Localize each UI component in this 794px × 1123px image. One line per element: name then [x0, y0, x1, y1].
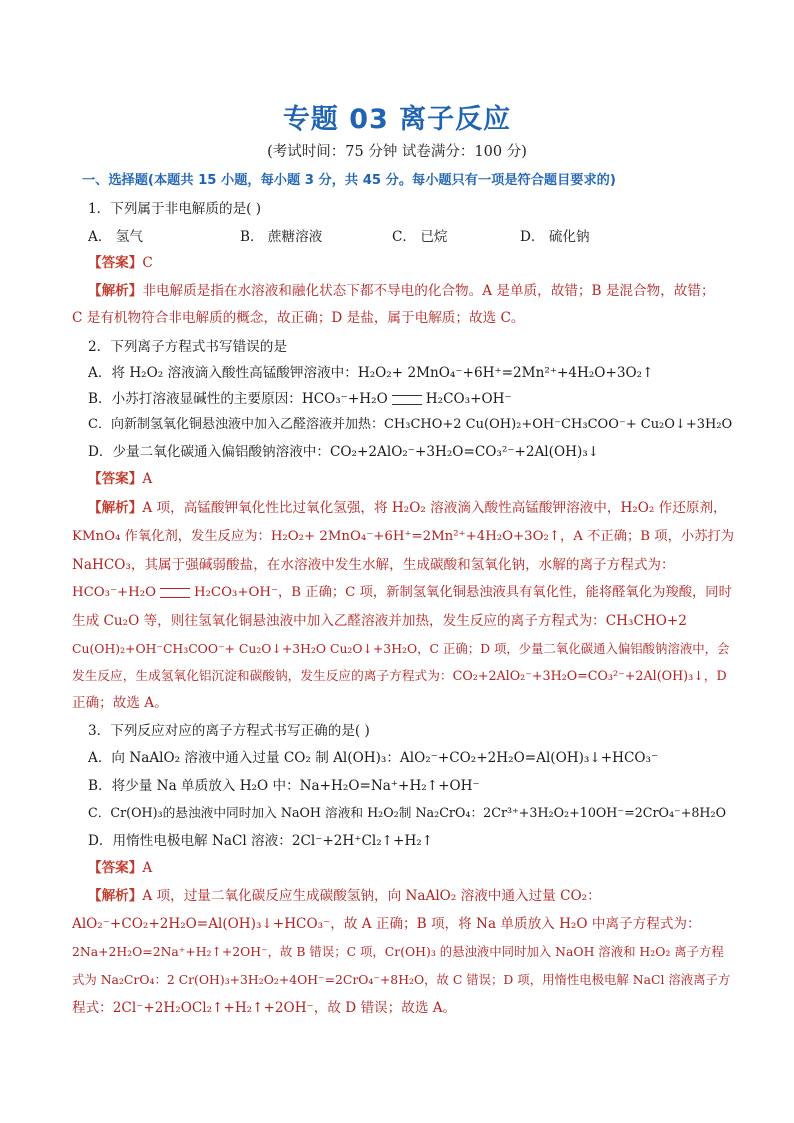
answer-value: A — [142, 860, 153, 876]
question-2-analysis-line: NaHCO₃，其属于强碱弱酸盐，在水溶液中发生水解，生成碳酸和氢氧化钠，水解的离子方程式为： — [72, 557, 675, 573]
question-1-options — [88, 227, 590, 247]
question-3-analysis-line: 程式：2Cl⁻+2H₂OCl₂↑+H₂↑+2OH⁻，故 D 错误；故选 A。 — [72, 1000, 457, 1016]
q1-option-b: B． 蔗糖溶液 — [240, 229, 323, 245]
answer-tag: 【答案】 — [88, 255, 143, 271]
analysis-tag: 【解析】 — [88, 888, 143, 904]
question-3-analysis-line: 2Na+2H₂O=2Na⁺+H₂↑+2OH⁻，故 B 错误；C 项，Cr(OH)₃ 的悬浊液中同时加入 NaOH 溶液和 H₂O₂ 离子方程 — [72, 944, 724, 959]
page-title: 专题 03 离子反应 — [282, 104, 512, 135]
analysis-text: A 项，过量二氧化碳反应生成碳酸氢钠，向 NaAlO₂ 溶液中通入过量 CO₂： — [142, 888, 601, 904]
question-2-analysis-line: 正确；故选 A。 — [72, 695, 168, 711]
analysis-tag: 【解析】 — [88, 283, 143, 299]
q2-option-a: A．将 H₂O₂ 溶液滴入酸性高锰酸钾溶液中：H₂O₂+ 2MnO₄⁻+6H⁺=2Mn²⁺+4H₂O+3O₂↑ — [88, 365, 654, 381]
question-2-analysis-line: 发生反应，生成氢氧化铝沉淀和碳酸钠，发生反应的离子方程式为：CO₂+2AlO₂⁻+3H₂O=CO₃²⁻+2Al(OH)₃↓，D — [72, 668, 727, 683]
analysis-tag: 【解析】 — [88, 500, 143, 516]
analysis-equation-lhs: HCO₃⁻+H₂O — [72, 585, 156, 600]
q2-option-c: C．向新制氢氧化铜悬浊液中加入乙醛溶液并加热：CH₃CHO+2 Cu(OH)₂+OH⁻CH₃COO⁻+ Cu₂O↓+3H₂O — [88, 417, 733, 432]
question-3-analysis-line: AlO₂⁻+CO₂+2H₂O=Al(OH)₃↓+HCO₃⁻，故 A 正确；B 项，将 Na 单质放入 H₂O 中离子方程式为： — [72, 916, 701, 932]
answer-value: C — [142, 255, 153, 271]
question-3-stem: 3．下列反应对应的离子方程式书写正确的是( ) — [88, 723, 370, 739]
answer-value: A — [142, 471, 153, 487]
question-1-stem: 1．下列属于非电解质的是( ) — [88, 201, 262, 217]
question-2-analysis-line: KMnO₄ 作氧化剂，发生反应为：H₂O₂+ 2MnO₄⁻+6H⁺=2Mn²⁺+4H₂O+3O₂↑，A 不正确；B 项，小苏打为 — [72, 529, 735, 544]
answer-tag: 【答案】 — [88, 471, 143, 487]
question-3-answer — [88, 858, 152, 878]
q1-option-a: A． 氢气 — [88, 229, 143, 245]
question-2-answer — [88, 469, 152, 489]
question-1-analysis-line — [88, 281, 715, 301]
analysis-text: 非电解质是指在水溶液和融化状态下都不导电的化合物。A 是单质，故错；B 是混合物，故错； — [142, 283, 715, 299]
question-2-analysis-line: Cu(OH)₂+OH⁻CH₃COO⁻+ Cu₂O↓+3H₂O Cu₂O↓+3H₂O，C 正确；D 项，少量二氧化碳通入偏铝酸钠溶液中，会 — [72, 641, 730, 656]
q3-option-d: D．用惰性电极电解 NaCl 溶液：2Cl⁻+2H⁺Cl₂↑+H₂↑ — [88, 833, 434, 849]
q1-option-d: D． 硫化钠 — [520, 229, 590, 245]
question-2-analysis-line — [72, 583, 732, 603]
question-2-analysis-line — [88, 498, 727, 518]
question-2-analysis-line: 生成 Cu₂O 等，则往氢氧化铜悬浊液中加入乙醛溶液并加热，发生反应的离子方程式为：CH₃CHO+2 — [72, 613, 687, 629]
reversible-arrow-icon — [160, 588, 190, 598]
question-2-stem: 2．下列离子方程式书写错误的是 — [88, 339, 287, 355]
analysis-text: A 项，高锰酸钾氧化性比过氧化氢强，将 H₂O₂ 溶液滴入酸性高锰酸钾溶液中，H₂O₂ 作还原剂， — [142, 500, 727, 516]
question-1-analysis-line: C 是有机物符合非电解质的概念，故正确；D 是盐，属于电解质；故选 C。 — [72, 310, 525, 326]
q2-option-d: D．少量二氧化碳通入偏铝酸钠溶液中：CO₂+2AlO₂⁻+3H₂O=CO₃²⁻+2Al(OH)₃↓ — [88, 444, 600, 460]
answer-tag: 【答案】 — [88, 860, 143, 876]
q2-option-b-lhs: B．小苏打溶液显碱性的主要原因：HCO₃⁻+H₂O — [88, 391, 388, 407]
q2-option-b-rhs: H₂CO₃+OH⁻ — [425, 391, 512, 407]
q2-option-b — [88, 389, 512, 409]
question-3-analysis-line: 式为 Na₂CrO₄：2 Cr(OH)₃+3H₂O₂+4OH⁻=2CrO₄⁻+8H₂O，故 C 错误；D 项，用惰性电极电解 NaCl 溶液离子方 — [72, 972, 731, 987]
q3-option-a: A．向 NaAlO₂ 溶液中通入过量 CO₂ 制 Al(OH)₃：AlO₂⁻+CO₂+2H₂O=Al(OH)₃↓+HCO₃⁻ — [88, 750, 659, 766]
exam-info: (考试时间：75 分钟 试卷满分：100 分) — [267, 144, 527, 160]
question-1-answer — [88, 253, 153, 273]
reversible-arrow-icon — [392, 395, 422, 405]
section-heading: 一、选择题(本题共 15 小题，每小题 3 分，共 45 分。每小题只有一项是符合题目要求的) — [82, 173, 616, 188]
analysis-equation-rest: H₂CO₃+OH⁻，B 正确；C 项，新制氢氧化铜悬浊液具有氧化性，能将醛氧化为羧酸，同时 — [194, 585, 732, 600]
q3-option-c: C．Cr(OH)₃的悬浊液中同时加入 NaOH 溶液和 H₂O₂制 Na₂CrO₄：2Cr³⁺+3H₂O₂+10OH⁻=2CrO₄⁻+8H₂O — [88, 805, 726, 820]
q1-option-c: C． 已烷 — [392, 229, 448, 245]
question-3-analysis-line — [88, 886, 601, 906]
q3-option-b: B．将少量 Na 单质放入 H₂O 中：Na+H₂O=Na⁺+H₂↑+OH⁻ — [88, 778, 480, 794]
